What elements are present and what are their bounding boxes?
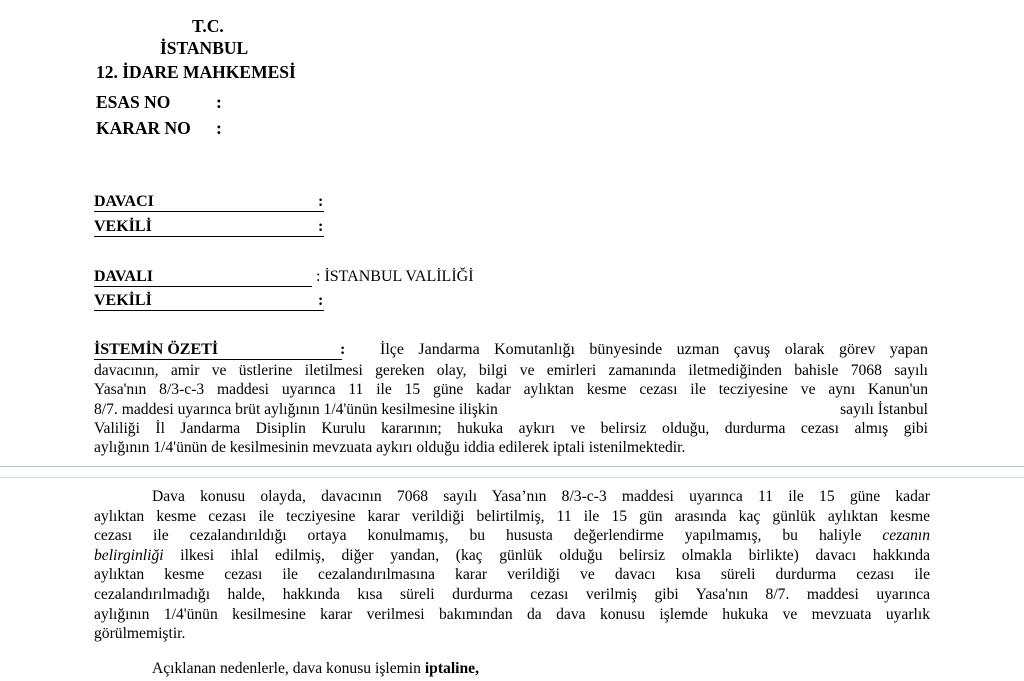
body-line-3-italic: cezanın (882, 527, 930, 545)
davali-colon: : (316, 268, 321, 285)
body-line-3a: cezası ile cezalandırıldığı ortaya konulmamış, bu hususta değerlendirme yapılmamış, bu haliyle (94, 527, 862, 545)
davali-value: İSTANBUL VALİLİĞİ (324, 268, 474, 285)
karar-no-colon: : (216, 118, 222, 138)
decision-paragraph (94, 487, 930, 644)
summary-line-4 (94, 400, 928, 419)
davali-label: DAVALI (94, 268, 312, 287)
body-line-8: görülmemiştir. (94, 625, 186, 643)
karar-no-label: KARAR NO (96, 118, 191, 138)
conclusion-paragraph (152, 660, 479, 678)
summary-line-5: Valiliği İl Jandarma Disiplin Kurulu kararının; hukuka aykırı ve belirsiz olduğu, durdurma cezası almış gibi (94, 419, 928, 437)
body-line-5: aylıktan kesme cezası ile cezalandırılmasına karar verildiği ve davacı kısa süreli durdurma cezası ile (94, 566, 930, 584)
body-line-6: cezalandırılmadığı halde, hakkında kısa süreli durdurma cezası verilmiş gibi Yasa'nın 8/7. maddesi uyarınca (94, 585, 930, 603)
davaci-vekili-label: VEKİLİ (94, 218, 324, 237)
court-header-name: 12. İDARE MAHKEMESİ (96, 62, 296, 82)
summary-line-4a: 8/7. maddesi uyarınca brüt aylığının 1/4'ünün kesilmesine ilişkin (94, 400, 498, 418)
davaci-label: DAVACI (94, 193, 324, 212)
page-separator (0, 466, 1024, 467)
conclusion-bold: iptaline, (424, 660, 479, 677)
body-line-4 (94, 546, 930, 566)
body-line-3 (94, 526, 930, 546)
body-line-4a: ilkesi ihlal edilmiş, diğer yandan, (kaç günlük olduğu belirsiz olmakla birlikte) davacı hakkında (180, 546, 930, 564)
summary-line-4b: sayılı İstanbul (840, 400, 928, 418)
court-header-city: İSTANBUL (160, 38, 249, 58)
davali-vekili-colon: : (318, 292, 324, 309)
summary-line-6: aylığının 1/4'ünün de kesilmesinin mevzuata aykırı olduğu iddia edilerek iptali istenilmektedir. (94, 439, 686, 457)
istemin-ozeti-label: İSTEMİN ÖZETİ (94, 341, 342, 360)
istemin-ozeti-colon: : (340, 341, 346, 358)
davali-vekili-label: VEKİLİ (94, 292, 324, 311)
summary-line-3: Yasa'nın 8/3-c-3 maddesi uyarınca 11 ile 15 güne kadar aylıktan kesme cezası ile tecziyesine ve aynı Kanun'un (94, 381, 928, 399)
conclusion-text: Açıklanan nedenlerle, dava konusu işlemin (152, 660, 421, 677)
davaci-colon: : (318, 193, 324, 210)
davali-colon-value (316, 268, 474, 286)
body-line-2: aylıktan kesme cezası ile tecziyesine karar verildiği belirtilmiş, 11 ile 15 gün arasında kaç günlük aylıktan kesme (94, 507, 930, 525)
court-header-tc: T.C. (192, 16, 224, 36)
summary-paragraph (94, 361, 928, 457)
body-line-1: Dava konusu olayda, davacının 7068 sayılı Yasa’nın 8/3-c-3 maddesi uyarınca 11 ile 15 güne kadar (152, 488, 930, 505)
esas-no-label: ESAS NO (96, 92, 171, 112)
summary-line-1: İlçe Jandarma Komutanlığı bünyesinde uzman çavuş olarak görev yapan (380, 341, 928, 358)
body-line-7: aylığının 1/4'ünün kesilmesine karar verilmesi bakımından da dava konusu işlemde hukuka ve mevzuata uyarlık (94, 605, 930, 623)
esas-no-colon: : (216, 92, 222, 112)
davaci-vekili-colon: : (318, 218, 324, 235)
page-separator-bottom (0, 477, 1024, 478)
body-line-4-italic: belirginliği (94, 546, 164, 564)
summary-line-2: davacının, amir ve üstlerine iletilmesi gereken olay, bilgi ve emirleri zamanında iletmediğinden bahisle 7068 sayılı (94, 362, 928, 379)
